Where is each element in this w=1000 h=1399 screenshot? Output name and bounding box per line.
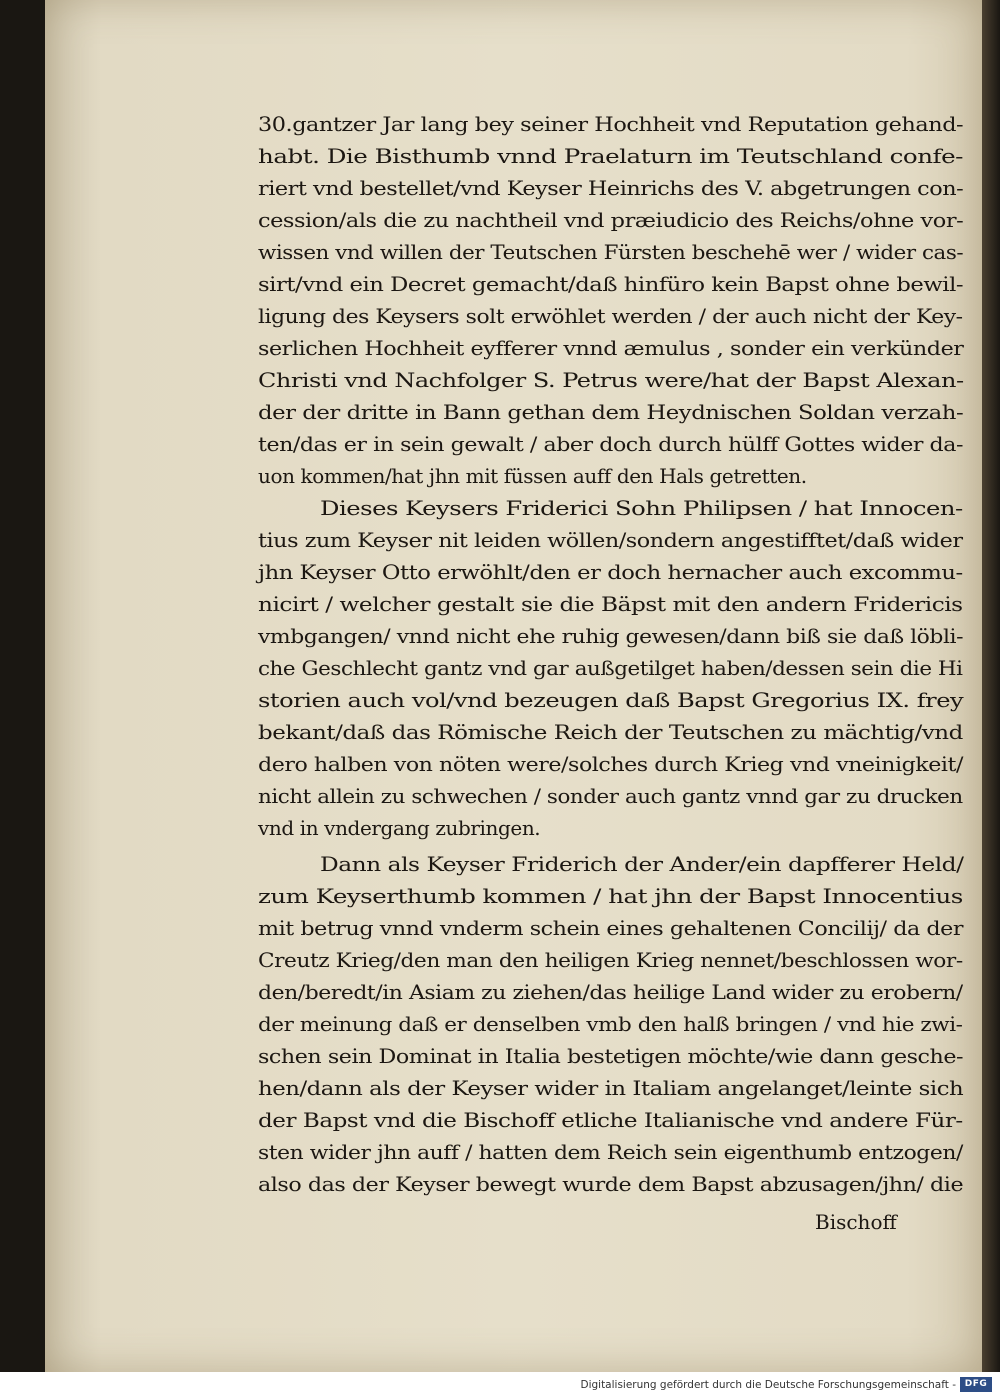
text-line: storien auch vol/vnd bezeugen daß Bapst Gregorius IX. frey xyxy=(258,688,964,712)
text-line: schen sein Dominat in Italia bestetigen möchte/wie dann gesche- xyxy=(258,1044,964,1068)
dfg-logo: DFG xyxy=(960,1377,992,1392)
text-line: nicirt / welcher gestalt sie die Bäpst mit den andern Fridericis xyxy=(258,592,963,616)
text-line: ten/das er in sein gewalt / aber doch durch hülff Gottes wider da- xyxy=(258,432,964,456)
text-line: vnd in vndergang zubringen. xyxy=(258,816,541,840)
page-edge xyxy=(982,0,1000,1372)
catchword: Bischoff xyxy=(815,1210,897,1234)
text-line: zum Keyserthumb kommen / hat jhn der Bapst Innocentius xyxy=(258,884,963,908)
text-line: wissen vnd willen der Teutschen Fürsten beschehē wer / wider cas- xyxy=(258,240,964,264)
text-line: habt. Die Bisthumb vnnd Praelaturn im Teutschland confe- xyxy=(258,144,963,168)
footer-credit-bar xyxy=(0,1372,1000,1399)
text-line: che Geschlecht gantz vnd gar außgetilget haben/dessen sein die Hi xyxy=(258,656,963,680)
text-line: der meinung daß er denselben vmb den halß bringen / vnd hie zwi- xyxy=(258,1012,963,1036)
text-line: hen/dann als der Keyser wider in Italiam angelanget/leinte sich xyxy=(258,1076,964,1100)
text-line: nicht allein zu schwechen / sonder auch gantz vnnd gar zu drucken xyxy=(258,784,963,808)
text-line: sten wider jhn auff / hatten dem Reich sein eigenthumb entzogen/ xyxy=(258,1140,963,1164)
text-line: Christi vnd Nachfolger S. Petrus were/hat der Bapst Alexan- xyxy=(258,368,964,392)
text-line: mit betrug vnnd vnderm schein eines gehaltenen Concilij/ da der xyxy=(258,916,964,940)
text-line: tius zum Keyser nit leiden wöllen/sondern angestifftet/daß wider xyxy=(258,528,963,552)
text-line: also das der Keyser bewegt wurde dem Bapst abzusagen/jhn/ die xyxy=(258,1172,964,1196)
text-line: bekant/daß das Römische Reich der Teutschen zu mächtig/vnd xyxy=(258,720,963,744)
funding-credit: Digitalisierung gefördert durch die Deutsche Forschungsgemeinschaft - xyxy=(580,1379,956,1391)
text-line: sirt/vnd ein Decret gemacht/daß hinfüro kein Bapst ohne bewil- xyxy=(258,272,964,296)
text-line: ligung des Keysers solt erwöhlet werden / der auch nicht der Key- xyxy=(258,304,963,328)
paragraph-first-line: Dieses Keysers Friderici Sohn Philipsen / hat Innocen- xyxy=(320,496,963,520)
book-page xyxy=(45,0,982,1372)
text-line: vmbgangen/ vnnd nicht ehe ruhig gewesen/dann biß sie daß löbli- xyxy=(258,624,964,648)
text-line: uon kommen/hat jhn mit füssen auff den Hals getretten. xyxy=(258,464,807,488)
text-line: riert vnd bestellet/vnd Keyser Heinrichs des V. abgetrungen con- xyxy=(258,176,964,200)
text-line: 30.gantzer Jar lang bey seiner Hochheit vnd Reputation gehand- xyxy=(258,112,964,136)
text-line: cession/als die zu nachtheil vnd præiudicio des Reichs/ohne vor- xyxy=(258,208,964,232)
text-line: serlichen Hochheit eyfferer vnnd æmulus , sonder ein verkünder xyxy=(258,336,964,360)
text-line: der der dritte in Bann gethan dem Heydnischen Soldan verzah- xyxy=(258,400,964,424)
text-line: der Bapst vnd die Bischoff etliche Italianische vnd andere Für- xyxy=(258,1108,963,1132)
paragraph-first-line: Dann als Keyser Friderich der Ander/ein dapfferer Held/ xyxy=(320,852,964,876)
text-line: jhn Keyser Otto erwöhlt/den er doch hernacher auch excommu- xyxy=(258,560,963,584)
text-line: Creutz Krieg/den man den heiligen Krieg nennet/beschlossen wor- xyxy=(258,948,963,972)
text-line: den/beredt/in Asiam zu ziehen/das heilige Land wider zu erobern/ xyxy=(258,980,963,1004)
text-line: dero halben von nöten were/solches durch Krieg vnd vneinigkeit/ xyxy=(258,752,963,776)
